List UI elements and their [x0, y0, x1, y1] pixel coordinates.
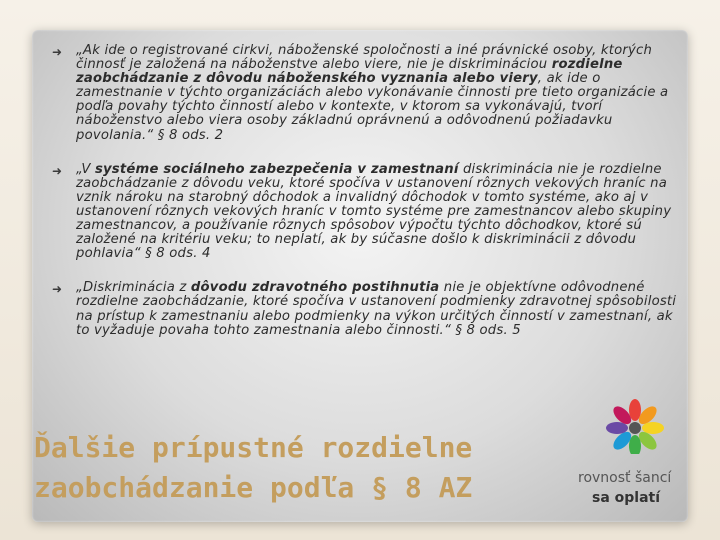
list-item: [40, 281, 680, 337]
bullet-text: [76, 281, 680, 337]
text-run: „Ak ide o registrované cirkvi, náboženské spoločnosti a iné právnické osoby, ktorých činnosť je založená na náboženstve alebo viere, nie je diskrimináciou: [76, 43, 653, 73]
slide-title: [34, 428, 574, 508]
logo: [578, 394, 698, 514]
bullet-text: [76, 163, 680, 262]
hand-petal: [642, 422, 664, 434]
hand-petal: [629, 399, 641, 421]
bullet-list: [40, 44, 680, 358]
logo-text-line1: rovnosť šancí: [578, 470, 672, 486]
slide-title-line2: zaobchádzanie podľa § 8 AZ: [34, 471, 473, 504]
text-run: diskriminácia nie je rozdielne zaobchádzanie z dôvodu veku, ktoré spočíva v ustanovení rôznych vekových hraníc na vznik nároku na starobný dôchodok a invalidný dôchodok v tomto systéme, ako aj v ustanovení rôznych vekových hraníc v tomto systéme pre zamestnancov alebo skupiny zamestnancov, a používanie rôznych spôsobov výpočtu týchto dôchodkov, ktoré sú založené na kritériu veku; to neplatí, ak by súčasne došlo k diskriminácii z dôvodu pohlavia“ § 8 ods. 4: [76, 161, 672, 262]
text-run: nie je objektívne odôvodnené rozdielne zaobchádzanie, ktoré spočíva v ustanovení podmienky zdravotnej spôsobilosti na prístup k zamestnaniu alebo podmienky na výkon určitých činností v zamestnaní, ak to vyžaduje povaha tohto zamestnania alebo činnosti.“ § 8 ods. 5: [76, 280, 677, 338]
hands-flower-logo-icon: [590, 394, 680, 454]
text-run-bold: systéme sociálneho zabezpečenia v zamestnaní: [94, 161, 459, 177]
bullet-arrow-icon: ➜: [52, 282, 63, 297]
list-item: [40, 44, 680, 143]
text-run: „V: [76, 161, 95, 177]
text-run: , ak ide o zamestnanie v týchto organizáciách alebo vykonávanie činnosti pre tieto organizácie a podľa povahy týchto činností alebo v kontexte, v ktorom sa vykonávajú, tvorí náboženstvo alebo viera osoby základnú oprávnenú a odôvodnenú požiadavku povolania.“ § 8 ods. 2: [76, 71, 669, 143]
slide-title-line1: Ďalšie prípustné rozdielne: [34, 431, 473, 464]
text-run: „Diskriminácia z: [76, 280, 191, 296]
text-run-bold: dôvodu zdravotného postihnutia: [190, 280, 440, 296]
list-item: [40, 163, 680, 262]
bullet-text: [76, 44, 680, 143]
logo-text-line2: sa oplatí: [592, 490, 661, 506]
bullet-arrow-icon: ➜: [52, 163, 63, 178]
text-run-bold: rozdielne zaobchádzanie z dôvodu náboženského vyznania alebo viery: [76, 57, 623, 87]
bullet-arrow-icon: ➜: [52, 45, 63, 59]
hand-petal: [606, 422, 628, 434]
